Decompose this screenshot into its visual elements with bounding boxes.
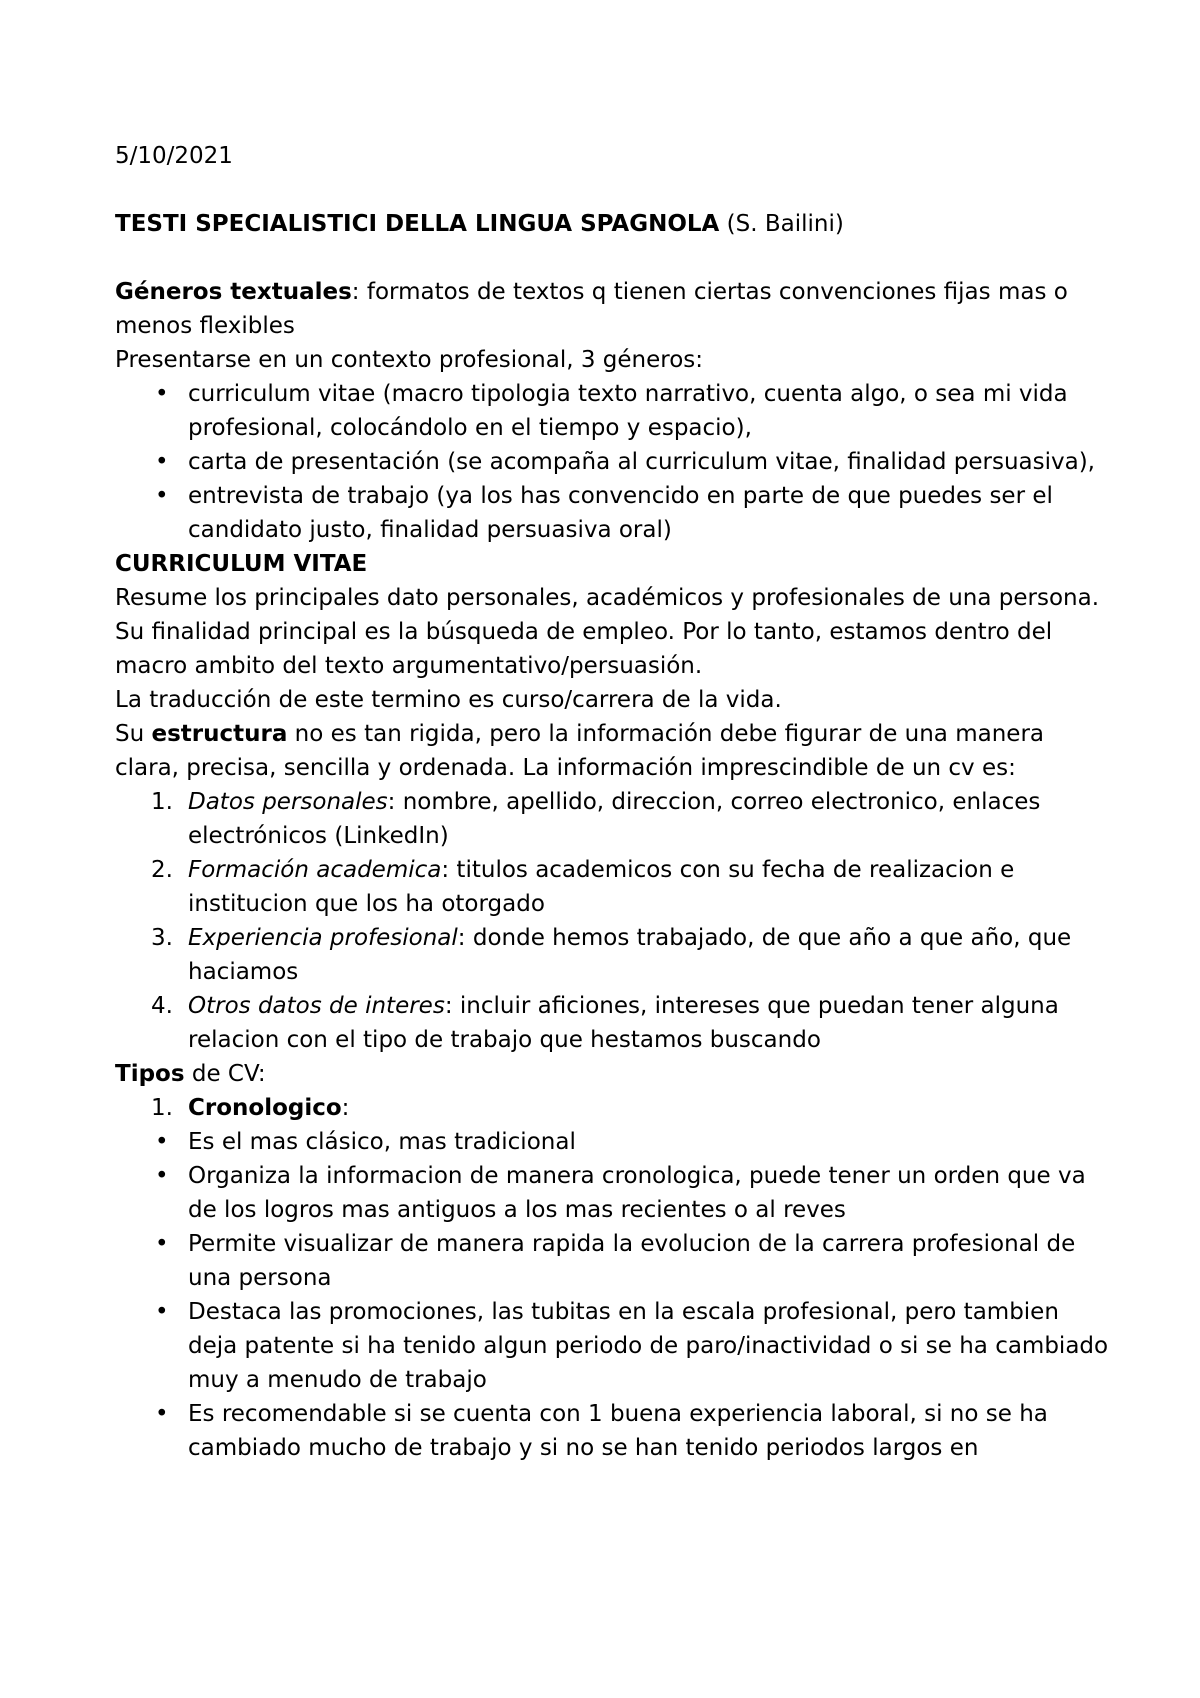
course-title: TESTI SPECIALISTICI DELLA LINGUA SPAGNOLA xyxy=(115,211,720,237)
list-item xyxy=(115,1227,1115,1295)
bullet-icon: • xyxy=(155,1129,169,1155)
cv-items-list xyxy=(115,785,1115,1057)
item-number: 3. xyxy=(151,925,173,951)
list-item-text: curriculum vitae (macro tipologia texto narrativo, cuenta algo, o sea mi vida profesional, colocándolo en el tiempo y espacio), xyxy=(188,381,1068,441)
list-item-text: Organiza la informacion de manera cronologica, puede tener un orden que va de los logros mas antiguos a los mas recientes o al reves xyxy=(188,1163,1086,1223)
date-line: 5/10/2021 xyxy=(115,143,233,169)
bullet-icon: • xyxy=(155,1163,169,1189)
generos-definition: : formatos de textos q tienen ciertas convenciones fijas mas o menos flexibles xyxy=(115,279,1068,339)
item-text: : donde hemos trabajado, de que año a que año, que haciamos xyxy=(188,925,1072,985)
list-item-text: Destaca las promociones, las tubitas en la escala profesional, pero tambien deja patente si ha tenido algun periodo de paro/inactividad o si se ha cambiado muy a menudo de trabajo xyxy=(188,1299,1109,1393)
cv-paragraph-2: Su finalidad principal es la búsqueda de empleo. Por lo tanto, estamos dentro del macro ambito del texto argumentativo/persuasión. xyxy=(115,619,1053,679)
item-term: Experiencia profesional xyxy=(188,925,458,951)
cv-p4-bold: estructura xyxy=(151,721,288,747)
cv-paragraph-4 xyxy=(115,717,1115,785)
cv-paragraph-1: Resume los principales dato personales, académicos y profesionales de una persona. xyxy=(115,585,1100,611)
list-item-text: Es recomendable si se cuenta con 1 buena experiencia laboral, si no se ha cambiado mucho de trabajo y si no se han tenido periodos largos en xyxy=(188,1401,1048,1461)
item-text: : nombre, apellido, direccion, correo electronico, enlaces electrónicos (LinkedIn) xyxy=(188,789,1041,849)
item-number: 1. xyxy=(151,789,173,815)
spacer xyxy=(115,241,1115,275)
generos-term: Géneros textuales xyxy=(115,279,352,305)
tipos-rest: de CV: xyxy=(184,1061,266,1087)
cv-paragraph-3: La traducción de este termino es curso/carrera de la vida. xyxy=(115,687,782,713)
bullet-icon: • xyxy=(155,381,169,407)
list-item xyxy=(115,1091,1115,1125)
bullet-icon: • xyxy=(155,483,169,509)
list-item xyxy=(115,1295,1115,1397)
list-item xyxy=(115,445,1115,479)
tipos-numbered-list xyxy=(115,1091,1115,1125)
bullet-icon: • xyxy=(155,1299,169,1325)
document-page xyxy=(115,139,1115,1465)
cv-p4-post: no es tan rigida, pero la información debe figurar de una manera clara, precisa, sencilla y ordenada. La información imprescindible de un cv es: xyxy=(115,721,1044,781)
item-text: : incluir aficiones, intereses que puedan tener alguna relacion con el tipo de trabajo que hestamos buscando xyxy=(188,993,1059,1053)
list-item xyxy=(115,377,1115,445)
item-term: Formación academica xyxy=(188,857,442,883)
list-item-text: Permite visualizar de manera rapida la evolucion de la carrera profesional de una persona xyxy=(188,1231,1076,1291)
list-item xyxy=(115,479,1115,547)
course-title-line xyxy=(115,207,1115,241)
bullet-icon: • xyxy=(155,1231,169,1257)
tipos-heading xyxy=(115,1057,1115,1091)
list-item xyxy=(115,989,1115,1057)
list-item xyxy=(115,1397,1115,1465)
bullet-icon: • xyxy=(155,1401,169,1427)
list-item-text: Es el mas clásico, mas tradicional xyxy=(188,1129,576,1155)
course-author: (S. Bailini) xyxy=(726,211,844,237)
item-term: Otros datos de interes xyxy=(188,993,445,1019)
list-item xyxy=(115,785,1115,853)
generos-paragraph xyxy=(115,275,1115,343)
item-text: : titulos academicos con su fecha de realizacion e institucion que los ha otorgado xyxy=(188,857,1015,917)
item-number: 4. xyxy=(151,993,173,1019)
spacer xyxy=(115,173,1115,207)
bullet-icon: • xyxy=(155,449,169,475)
tipos-term: Tipos xyxy=(115,1061,185,1087)
item-colon: : xyxy=(341,1095,350,1121)
generos-intro: Presentarse en un contexto profesional, 3 géneros: xyxy=(115,347,704,373)
list-item-text: carta de presentación (se acompaña al curriculum vitae, finalidad persuasiva), xyxy=(188,449,1095,475)
generos-list xyxy=(115,377,1115,547)
cronologico-list xyxy=(115,1125,1115,1465)
list-item xyxy=(115,1125,1115,1159)
cv-heading: CURRICULUM VITAE xyxy=(115,551,368,577)
cv-p4-pre: Su xyxy=(115,721,152,747)
item-number: 2. xyxy=(151,857,173,883)
list-item xyxy=(115,921,1115,989)
item-term: Cronologico xyxy=(188,1095,342,1121)
item-term: Datos personales xyxy=(188,789,388,815)
item-number: 1. xyxy=(151,1095,173,1121)
list-item-text: entrevista de trabajo (ya los has convencido en parte de que puedes ser el candidato justo, finalidad persuasiva oral) xyxy=(188,483,1053,543)
list-item xyxy=(115,853,1115,921)
list-item xyxy=(115,1159,1115,1227)
